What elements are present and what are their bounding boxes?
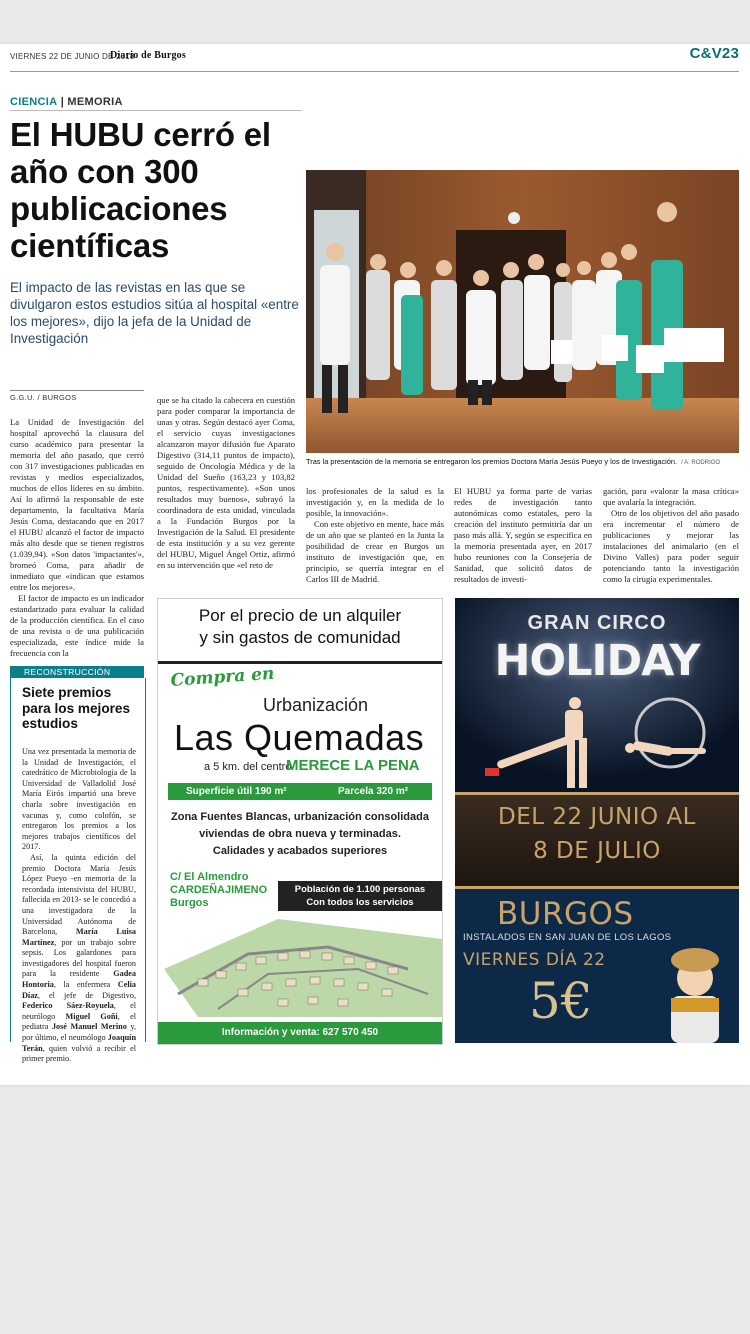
ad-urb-address: C/ El Almendro CARDEÑAJIMENO Burgos [170,871,268,909]
award-winner: María Luisa Martínez [22,927,136,947]
sidebar-title: Siete premios para los mejores estudios [22,685,131,731]
paragraph: Así, la quinta edición del premio Doctora María Jesús López Pueyo -en memoria de la recordada intensivista del HUBU, fallecida en 2013- se le concedió a una investigadora de la Universidad Autónoma de Barcelona, María Luisa Martínez, por un trabajo sobre sepsis. Los galardones para investigadores del hospital fueron para la residente Gadea Hontoria, la enfermera Celia Díaz, el jefe de Digestivo, Federico Sáez-Royuela, el neurólogo Miguel Goñi, el pediatra José Manuel Merino y, por último, el neumólogo Joaquín Terán, quien volvió a recibir el primer premio. [22,852,136,1064]
header-page-number: C&V23 [689,45,739,62]
ad-urb-contact: Información y venta: 627 570 450 [158,1022,442,1044]
ad-circo-price: 5€ [529,972,593,1030]
ad-urb-label: Urbanización [263,695,369,715]
paragraph: los profesionales de la salud es la investigación y, en la medida de lo posible, la innovación». [306,486,444,518]
ad-circo-gran: GRAN CIRCO [527,612,667,634]
paragraph: El HUBU ya forma parte de varias redes de investigación tanto autonómicas como estatales, pero la creación del instituto permitiría dar un paso más allá. Y, según se especifica en la memoria presentada ayer, en 2017 hubo reuniones con la Consejería de Sanidad, que solicitó datos de resultados de investi- [454,486,592,584]
ad-urb-distance: a 5 km. del centro [204,761,292,773]
ad-circo-day: VIERNES DÍA 22 [463,950,606,970]
award-winner: Joaquín Terán [22,1033,136,1053]
header-date: VIERNES 22 DE JUNIO DE 2018 [10,52,135,61]
award-winner: Gadea Hontoria [22,969,136,990]
ad-urb-compra: Compra en [170,663,275,691]
sidebar-text [22,747,136,1065]
article-byline: G.G.U. / BURGOS [10,393,77,402]
paragraph: La Unidad de Investigación del hospital aprovechó la clausura del curso académico para presentar la memoria del año pasado, que cerró con 317 investigaciones publicadas en revistas y medios especializados, muchos de ellos líderes en su ámbito. Así lo afirmó la responsable de este departamento, la facultativa María Jesús Coma, destacando que en 2017 el HUBU alcanzó el factor de impacto más alto desde que se tienen registros (1.039,94). «Son datos 'impactantes'», bromeó Coma, para añadir de inmediato que «indican que estamos entre los mejores». [10,417,144,592]
award-winner: Celia Díaz [22,980,136,1000]
article-subhead: El impacto de las revistas en las que se divulgaron estos estudios sitúa al hospital «entre los mejores», dijo la jefa de la Unidad de Investigación [10,280,299,346]
article-column-4 [454,486,592,585]
section-label [10,96,123,108]
photo-credit: / A. RODRIGO [681,460,721,466]
award-winner: Federico Sáez-Royuela [22,1001,114,1011]
article-column-1 [10,417,144,659]
photo-caption [306,457,739,466]
section-sub: | MEMORIA [60,96,123,108]
ad-urb-merece: MERECE LA PENA [286,757,420,774]
award-winner: Miguel Goñi [65,1011,118,1021]
section-name: CIENCIA [10,96,58,108]
ad-urb-aerial-map [158,899,442,1017]
section-rule [10,110,302,111]
paragraph: Otro de los objetivos del año pasado era incrementar el número de publicaciones y mejorar las instalaciones del animalario (en el Divino Valles) para poder seguir potenciando tanto la investigación como la cirugía experimentales. [603,508,739,584]
sidebar-tag [10,666,144,678]
paragraph: El factor de impacto es un indicador estandarizado para evaluar la calidad de la producción científica. En el caso de una revista o de una publicación especializada, este índice mide la frecuencia con la [10,593,144,658]
page-header [10,45,739,66]
ad-urb-description: Zona Fuentes Blancas, urbanización consolidada viviendas de obra nueva y terminadas. Calidades y acabados superiores [171,811,429,857]
award-winner: José Manuel Merino [51,1022,127,1032]
paragraph: que se ha citado la cabecera en cuestión para poder comparar la importancia de unas y otras. Según destacó ayer Coma, el servicio cuyas investigaciones alcanzaron mayor difusión fue Aparato Digestivo (314,11 puntos de impacto), seguido de Oncología Médica y de la Unidad del Sueño (163,23 y 103,82 puntos, respectivamente). «Son unos resultados muy buenos», subrayó la coordinadora de esta unidad, vinculada a la Fundación Burgos por la Investigación de la Salud. El presidente de esta institución y a su vez gerente del HUBU, Miguel Ángel Ortiz, afirmó en su intervención que «el reto de [157,395,295,570]
sidebar-tag-label: RECONSTRUCCIÓN [24,667,111,677]
ad-urb-superficie: Superficie útil 190 m² [186,786,287,797]
ad-urb-name: Las Quemadas [174,717,425,758]
ad-circo-location: INSTALADOS EN SAN JUAN DE LOS LAGOS [463,932,672,943]
ad-urb-specs [168,783,432,800]
article-headline: El HUBU cerró el año con 300 publicaciones científicas [10,116,271,264]
header-paper-name: Diario de Burgos [110,50,186,61]
group-photo-illustration [306,170,739,453]
paragraph: Una vez presentada la memoria de la Unidad de Investigación, el catedrático de Microbiología de la Universidad de Valladolid José María Eirós impartió una breve charla sobre investigación en vacunas y, como colofón, se entregaron los premios a los mejores trabajos científicos del 2017. [22,747,136,852]
article-photo [306,170,739,453]
article-column-5 [603,486,739,585]
ad-urb-parcela: Parcela 320 m² [338,786,409,797]
ad-urb-divider [158,661,442,664]
paragraph: gación, para «valorar la masa crítica» que avalaría la integración. [603,486,739,507]
ad-circo-dates: DEL 22 JUNIO AL 8 DE JULIO [497,804,696,864]
paragraph: Con este objetivo en mente, hace más de un año que se planteó en la Junta la posibilidad de crear en Burgos un instituto de investigación que, en principio, se querría integrar en el Carlos III de Madrid. [306,519,444,584]
byline-rule [10,390,144,391]
ad-circo-city: BURGOS [497,896,634,932]
ad-urbanizacion [157,598,443,1045]
article-column-3 [306,486,444,585]
article-column-2 [157,395,295,571]
ad-circo-holiday [455,598,739,1043]
ad-circo-name: HOLIDAY [494,636,700,686]
header-rule [10,71,739,72]
ad-urb-tagline: Por el precio de un alquiler y sin gastos de comunidad [198,606,402,647]
caption-text: Tras la presentación de la memoria se entregaron los premios Doctora María Jesús Pueyo y los de Investigación. [306,457,678,466]
ad-urb-population: Población de 1.100 personas Con todos los servicios [278,881,442,911]
